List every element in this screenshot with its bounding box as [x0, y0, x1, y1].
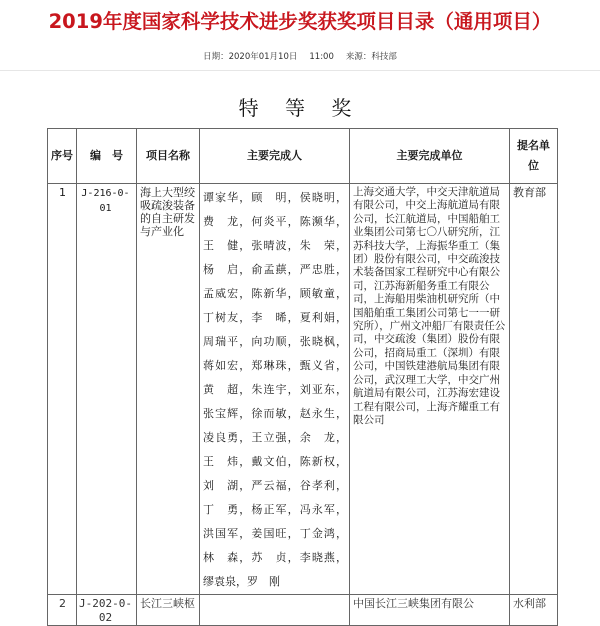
- person-line: 周瑞平，向功顺，张晓枫，: [203, 335, 347, 348]
- award-table: [47, 128, 558, 626]
- person-line: 张宝辉，徐而敏，赵永生，: [203, 407, 347, 420]
- table-row: [48, 184, 558, 595]
- header-name: 项目名称: [137, 129, 200, 184]
- header-divider: [0, 70, 600, 71]
- table-row: [48, 595, 558, 626]
- person-line: 丁 勇，杨正军，冯永军，: [203, 503, 347, 516]
- article-meta: [0, 50, 600, 62]
- person-line: 杨 启，俞孟蕻，严忠胜，: [203, 263, 347, 276]
- publish-time: 11:00: [309, 52, 334, 62]
- cell-units: 中国长江三峡集团有限公: [350, 595, 510, 626]
- person-line: 孟威宏，陈新华，顾敏童，: [203, 287, 347, 300]
- table-header-row: [48, 129, 558, 184]
- cell-no: 1: [48, 184, 77, 595]
- person-line: 蒋如宏，郑琳珠，甄义省，: [203, 359, 347, 372]
- person-line: 刘 湖，严云福，谷孝利，: [203, 479, 347, 492]
- header-recommender: 提名单位: [510, 129, 558, 184]
- header-no: 序号: [48, 129, 77, 184]
- header-code: 编 号: [77, 129, 137, 184]
- cell-persons: [200, 184, 350, 595]
- person-line: 王 健，张晴波，朱 荣，: [203, 239, 347, 252]
- person-line: 黄 超，朱连宇，刘亚东，: [203, 383, 347, 396]
- person-line: 谭家华，顾 明，侯晓明，: [203, 191, 347, 204]
- publish-date: 日期：2020年01月10日: [203, 52, 298, 62]
- source-link[interactable]: 来源：科技部: [345, 52, 397, 62]
- person-line: 林 森，苏 贞，李晓燕，: [203, 551, 347, 564]
- section-heading: 特 等 奖: [238, 96, 362, 120]
- cell-persons: [200, 595, 350, 626]
- header-units: 主要完成单位: [350, 129, 510, 184]
- cell-no: 2: [48, 595, 77, 626]
- cell-recommender: 水利部: [510, 595, 558, 626]
- cell-project-name: 长江三峡枢: [137, 595, 200, 626]
- header-persons: 主要完成人: [200, 129, 350, 184]
- person-line: 丁树友，李 晞，夏利娟，: [203, 311, 347, 324]
- cell-code: J-202-0-02: [77, 595, 137, 626]
- cell-code: J-216-0-01: [77, 184, 137, 595]
- cell-units: 上海交通大学，中交天津航道局有限公司，中交上海航道局有限公司，长江航道局，中国船舶工业集团公司第七〇八研究所，江苏科技大学，上海振华重工（集团）股份有限公司，中交疏浚技术装备国家工程研究中心有限公司，江苏海新船务重工有限公司，上海船用柴油机研究所（中国船舶重工集团公司第七一一研究所），广州文冲船厂有限责任公司，中交疏浚（集团）股份有限公司，招商局重工（深圳）有限公司，中国铁建港航局集团有限公司，武汉理工大学，中交广州航道局有限公司，江苏海宏建设工程有限公司，上海齐耀重工有限公司: [350, 184, 510, 595]
- page-title: 2019年度国家科学技术进步奖获奖项目目录（通用项目）: [48, 10, 552, 33]
- cell-recommender: 教育部: [510, 184, 558, 595]
- person-line: 洪国军，姜国旺，丁金鸿，: [203, 527, 347, 540]
- person-line: 费 龙，何炎平，陈濒华，: [203, 215, 347, 228]
- person-line: 凌良勇，王立强，余 龙，: [203, 431, 347, 444]
- person-line: 王 炜，戴文伯，陈新权，: [203, 455, 347, 468]
- cell-project-name: 海上大型绞吸疏浚装备的自主研发与产业化: [137, 184, 200, 595]
- person-line: 缪袁泉，罗 刚: [203, 575, 280, 588]
